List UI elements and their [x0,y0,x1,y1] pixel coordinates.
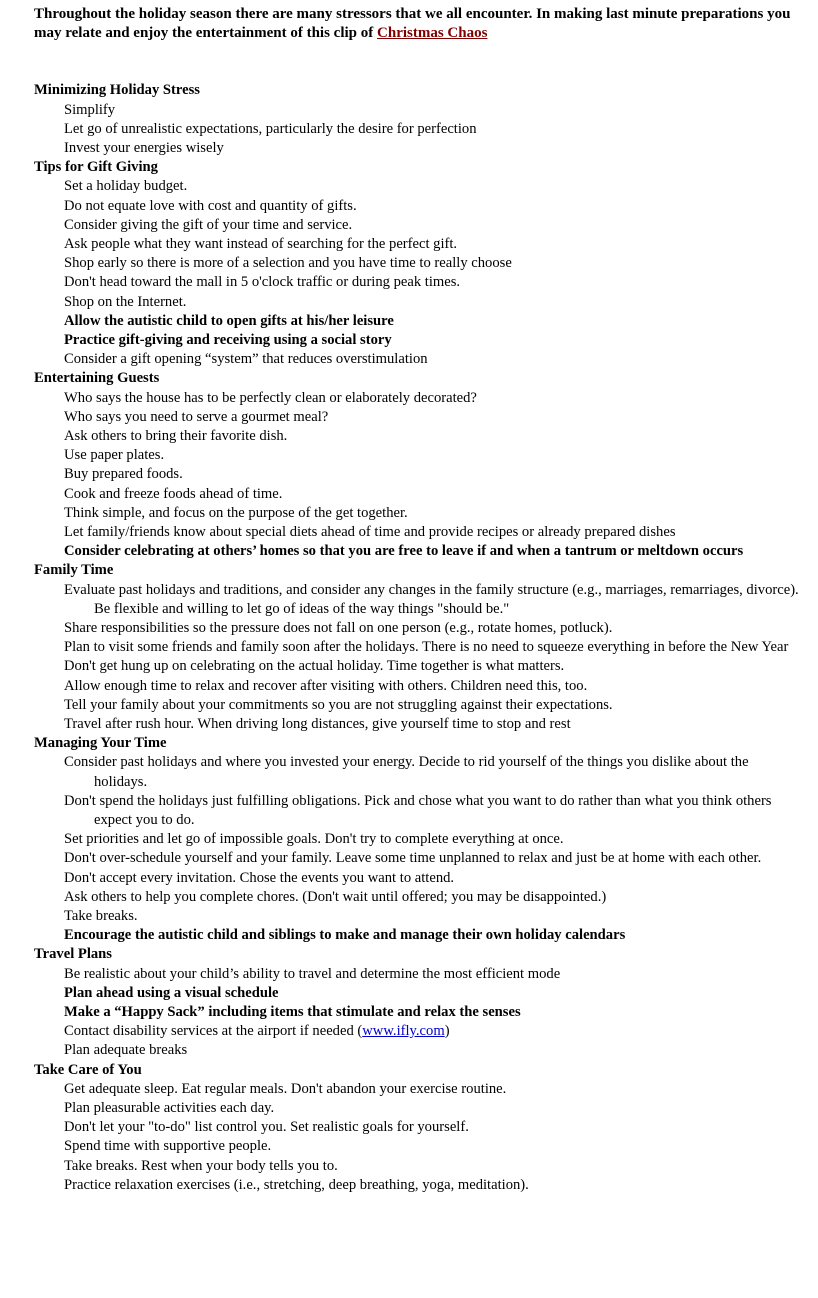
list-item-text: Ask people what they want instead of searching for the perfect gift. [64,236,458,252]
section-heading: Travel Plans [34,946,112,963]
list-item-text: Who says the house has to be perfectly clean or elaborately decorated? [64,389,477,406]
list-item-text: Consider celebrating at others’ homes so that you are free to leave if and when a tantrum or meltdown occurs [64,543,744,560]
list-item-text: Let family/friends know about special diets ahead of time and provide recipes or already prepared dishes [64,524,676,541]
list-item-text: Use paper plates. [64,447,165,464]
list-item [34,542,804,561]
list-item [34,753,804,791]
list-item [34,216,804,235]
list-item [34,869,804,888]
list-item [34,1003,804,1022]
list-item-text: Evaluate past holidays and traditions, and consider any changes in the family structure (e.g., marriages, remarriages, divorce). Be flexible and willing to let go of ideas of the way things "should be." [64,581,799,617]
list-item-text: Shop on the Internet. [64,293,187,310]
list-item-text: Take breaks. Rest when your body tells you to. [64,1157,338,1174]
list-item-text: Travel after rush hour. When driving long distances, give yourself time to stop and rest [64,716,571,733]
list-item [34,830,804,849]
section-list [34,965,804,1061]
spacer [34,43,804,81]
list-item [34,677,804,696]
list-item [34,465,804,484]
list-item-text: Make a “Happy Sack” including items that stimulate and relax the senses [64,1004,521,1021]
list-item-text: Don't get hung up on celebrating on the actual holiday. Time together is what matters. [64,658,565,675]
list-item [34,312,804,331]
section-list [34,101,804,159]
list-item-text: Don't let your "to-do" list control you. Set realistic goals for yourself. [64,1119,469,1136]
list-item-text: Spend time with supportive people. [64,1138,272,1155]
list-item-text: Set a holiday budget. [64,178,188,195]
list-item [34,696,804,715]
list-item-text: Practice gift-giving and receiving using a social story [64,332,392,349]
section-heading: Family Time [34,562,114,579]
list-item [34,177,804,196]
list-item [34,485,804,504]
list-item-text: Share responsibilities so the pressure does not fall on one person (e.g., rotate homes, potluck). [64,620,613,637]
list-item [34,331,804,350]
list-item [34,1157,804,1176]
list-item-text: Plan to visit some friends and family soon after the holidays. There is no need to squeeze everything in before the New Year [64,639,789,656]
list-item [34,1137,804,1156]
section-list [34,753,804,945]
list-item [34,197,804,216]
section-list [34,581,804,735]
list-item-text: Plan adequate breaks [64,1042,188,1059]
ifly-link[interactable]: www.ifly.com [362,1023,445,1040]
list-item-text: Who says you need to serve a gourmet meal? [64,408,329,425]
intro-paragraph [34,5,804,43]
list-item-text: Do not equate love with cost and quantity of gifts. [64,197,357,214]
list-item-text: Shop early so there is more of a selection and you have time to really choose [64,255,512,272]
list-item-text-after: ) [444,1023,450,1040]
list-item [34,254,804,273]
section-heading: Entertaining Guests [34,370,160,387]
list-item-text: Don't accept every invitation. Chose the events you want to attend. [64,869,455,886]
list-item-text: Let go of unrealistic expectations, particularly the desire for perfection [64,120,477,137]
list-item-text: Consider giving the gift of your time and service. [64,216,353,233]
list-item-text: Allow enough time to relax and recover after visiting with others. Children need this, too. [64,677,588,694]
section-heading: Tips for Gift Giving [34,159,158,176]
section-heading: Managing Your Time [34,735,167,752]
list-item-text: Think simple, and focus on the purpose of the get together. [64,504,408,521]
list-item [34,389,804,408]
list-item [34,235,804,254]
list-item-text: Don't spend the holidays just fulfilling obligations. Pick and chose what you want to do rather than what you think others expect you to do. [64,792,772,829]
section-list [34,177,804,369]
list-item [34,792,804,830]
list-item-text: Simplify [64,101,116,118]
list-item [34,427,804,446]
list-item [34,504,804,523]
list-item-text: Plan ahead using a visual schedule [64,984,279,1001]
list-item [34,446,804,465]
list-item-text: Be realistic about your child’s ability to travel and determine the most efficient mode [64,965,561,982]
list-item [34,926,804,945]
list-item [34,293,804,312]
list-item [34,984,804,1003]
list-item [34,1022,804,1041]
list-item [34,273,804,292]
list-item [34,1099,804,1118]
list-item-text: Buy prepared foods. [64,466,183,483]
list-item [34,1176,804,1195]
list-item-text: Ask others to help you complete chores. (Don't wait until offered; you may be disappointed.) [64,888,607,905]
list-item [34,1080,804,1099]
list-item [34,965,804,984]
list-item-text: Consider past holidays and where you invested your energy. Decide to rid yourself of the things you dislike about the holidays. [64,754,749,790]
list-item [34,888,804,907]
list-item [34,619,804,638]
list-item-text: Ask others to bring their favorite dish. [64,428,288,445]
list-item-text: Encourage the autistic child and siblings to make and manage their own holiday calendars [64,927,626,944]
list-item [34,408,804,427]
christmas-chaos-link[interactable]: Christmas Chaos [377,25,488,42]
list-item [34,849,804,868]
list-item-text: Practice relaxation exercises (i.e., stretching, deep breathing, yoga, meditation). [64,1176,529,1193]
list-item [34,139,804,158]
section-heading: Take Care of You [34,1061,142,1078]
list-item [34,581,804,619]
list-item-text: Invest your energies wisely [64,140,224,156]
list-item-text: Consider a gift opening “system” that reduces overstimulation [64,351,428,368]
section-heading: Minimizing Holiday Stress [34,82,200,99]
section-list [34,389,804,562]
list-item-text: Cook and freeze foods ahead of time. [64,485,283,502]
list-item-text: Tell your family about your commitments so you are not struggling against their expectations. [64,696,613,713]
list-item-text: Don't over-schedule yourself and your family. Leave some time unplanned to relax and just be at home with each other. [64,850,762,867]
list-item [34,638,804,657]
list-item-text: Contact disability services at the airport if needed ( [64,1023,363,1040]
list-item-text: Don't head toward the mall in 5 o'clock traffic or during peak times. [64,274,461,291]
list-item [34,657,804,676]
list-item-text: Plan pleasurable activities each day. [64,1100,275,1117]
list-item [34,523,804,542]
list-item-text: Get adequate sleep. Eat regular meals. Don't abandon your exercise routine. [64,1080,507,1097]
sections-container [34,81,804,1195]
list-item-text: Allow the autistic child to open gifts at his/her leisure [64,312,394,329]
list-item [34,120,804,139]
list-item [34,907,804,926]
intro-text: Throughout the holiday season there are many stressors that we all encounter. In making last minute preparations you may relate and enjoy the entertainment of this clip of [34,6,791,42]
list-item-text: Set priorities and let go of impossible goals. Don't try to complete everything at once. [64,831,564,848]
list-item [34,1118,804,1137]
section-list [34,1080,804,1195]
document [34,5,804,1195]
list-item [34,1041,804,1060]
list-item [34,715,804,734]
list-item [34,350,804,369]
list-item [34,101,804,120]
list-item-text: Take breaks. [64,908,138,925]
